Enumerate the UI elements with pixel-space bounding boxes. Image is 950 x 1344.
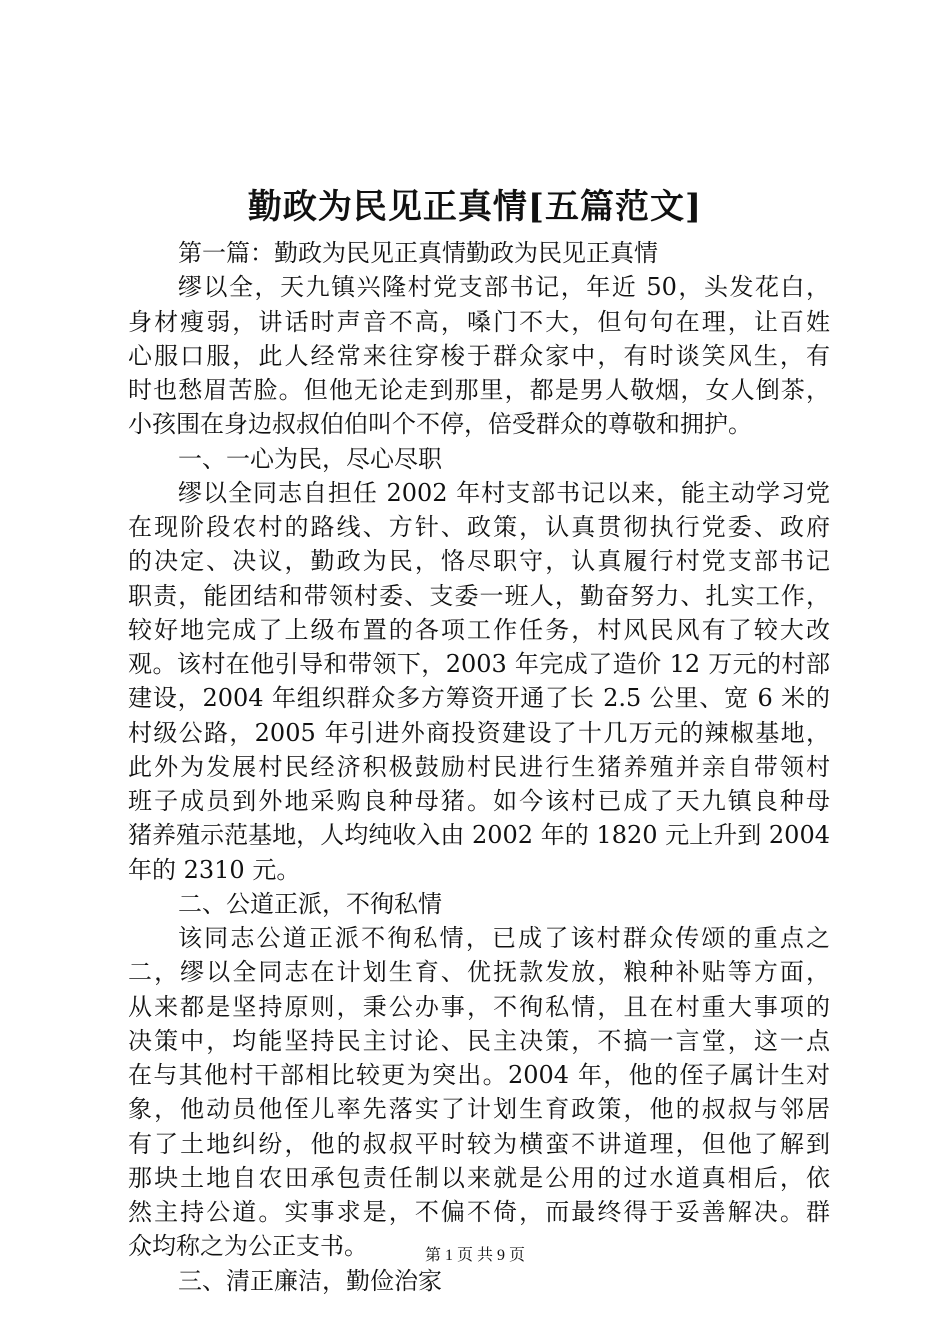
text-line: 较好地完成了上级布置的各项工作任务，村风民风有了较大改 xyxy=(128,615,830,644)
text-line: 决策中，均能坚持民主讨论、民主决策，不搞一言堂，这一点 xyxy=(128,1026,830,1055)
text-line: 建设，2004 年组织群众多方筹资开通了长 2.5 公里、宽 6 米的 xyxy=(128,684,830,713)
text-line: 然主持公道。实事求是，不偏不倚，而最终得于妥善解决。群 xyxy=(128,1198,830,1226)
text-line: 该同志公道正派不徇私情，已成了该村群众传颂的重点之 xyxy=(178,924,830,952)
text-line: 心服口服，此人经常来往穿梭于群众家中，有时谈笑风生，有 xyxy=(128,341,830,370)
text-line: 观。该村在他引导和带领下，2003 年完成了造价 12 万元的村部 xyxy=(128,650,830,678)
text-line: 职责，能团结和带领村委、支委一班人，勤奋努力、扎实工作， xyxy=(128,581,830,610)
text-line: 年的 2310 元。 xyxy=(128,855,301,884)
text-line: 在现阶段农村的路线、方针、政策，认真贯彻执行党委、政府 xyxy=(128,513,830,541)
text-line: 象，他动员他侄儿率先落实了计划生育政策，他的叔叔与邻居 xyxy=(128,1095,830,1124)
text-line: 此外为发展村民经济积极鼓励村民进行生猪养殖并亲自带领村 xyxy=(128,752,830,781)
text-line: 二、公道正派，不徇私情 xyxy=(178,889,442,918)
document-body xyxy=(128,236,830,1298)
text-line: 三、清正廉洁，勤俭治家 xyxy=(178,1266,442,1295)
page-footer: 第 1 页 共 9 页 xyxy=(424,1247,525,1264)
text-line: 缪以全同志自担任 2002 年村支部书记以来，能主动学习党 xyxy=(178,478,830,507)
document-title: 勤政为民见正真情[五篇范文] xyxy=(247,187,703,227)
text-line: 二，缪以全同志在计划生育、优抚款发放，粮种补贴等方面， xyxy=(128,958,830,987)
text-line: 时也愁眉苦脸。但他无论走到那里，都是男人敬烟，女人倒茶， xyxy=(128,376,830,404)
text-line: 村级公路，2005 年引进外商投资建设了十几万元的辣椒基地， xyxy=(128,718,830,747)
text-line: 猪养殖示范基地，人均纯收入由 2002 年的 1820 元上升到 2004 xyxy=(128,821,830,850)
text-line: 在与其他村干部相比较更为突出。2004 年，他的侄子属计生对 xyxy=(128,1061,830,1089)
text-line: 第一篇：勤政为民见正真情勤政为民见正真情 xyxy=(178,239,658,267)
text-line: 身材瘦弱，讲话时声音不高，嗓门不大，但句句在理，让百姓 xyxy=(128,307,830,336)
text-line: 从来都是坚持原则，秉公办事，不徇私情，且在村重大事项的 xyxy=(128,992,830,1021)
text-line: 众均称之为公正支书。 xyxy=(128,1232,368,1261)
text-line: 那块土地自农田承包责任制以来就是公用的过水道真相后，依 xyxy=(128,1163,830,1192)
text-line: 有了土地纠纷，他的叔叔平时较为横蛮不讲道理，但他了解到 xyxy=(128,1129,830,1158)
text-line: 小孩围在身边叔叔伯伯叫个不停，倍受群众的尊敬和拥护。 xyxy=(128,410,752,439)
text-line: 的决定、决议，勤政为民，恪尽职守，认真履行村党支部书记 xyxy=(128,547,830,576)
text-line: 缪以全，天九镇兴隆村党支部书记，年近 50，头发花白， xyxy=(178,273,830,302)
text-line: 一、一心为民，尽心尽职 xyxy=(178,444,442,473)
text-line: 班子成员到外地采购良种母猪。如今该村已成了天九镇良种母 xyxy=(128,787,830,815)
